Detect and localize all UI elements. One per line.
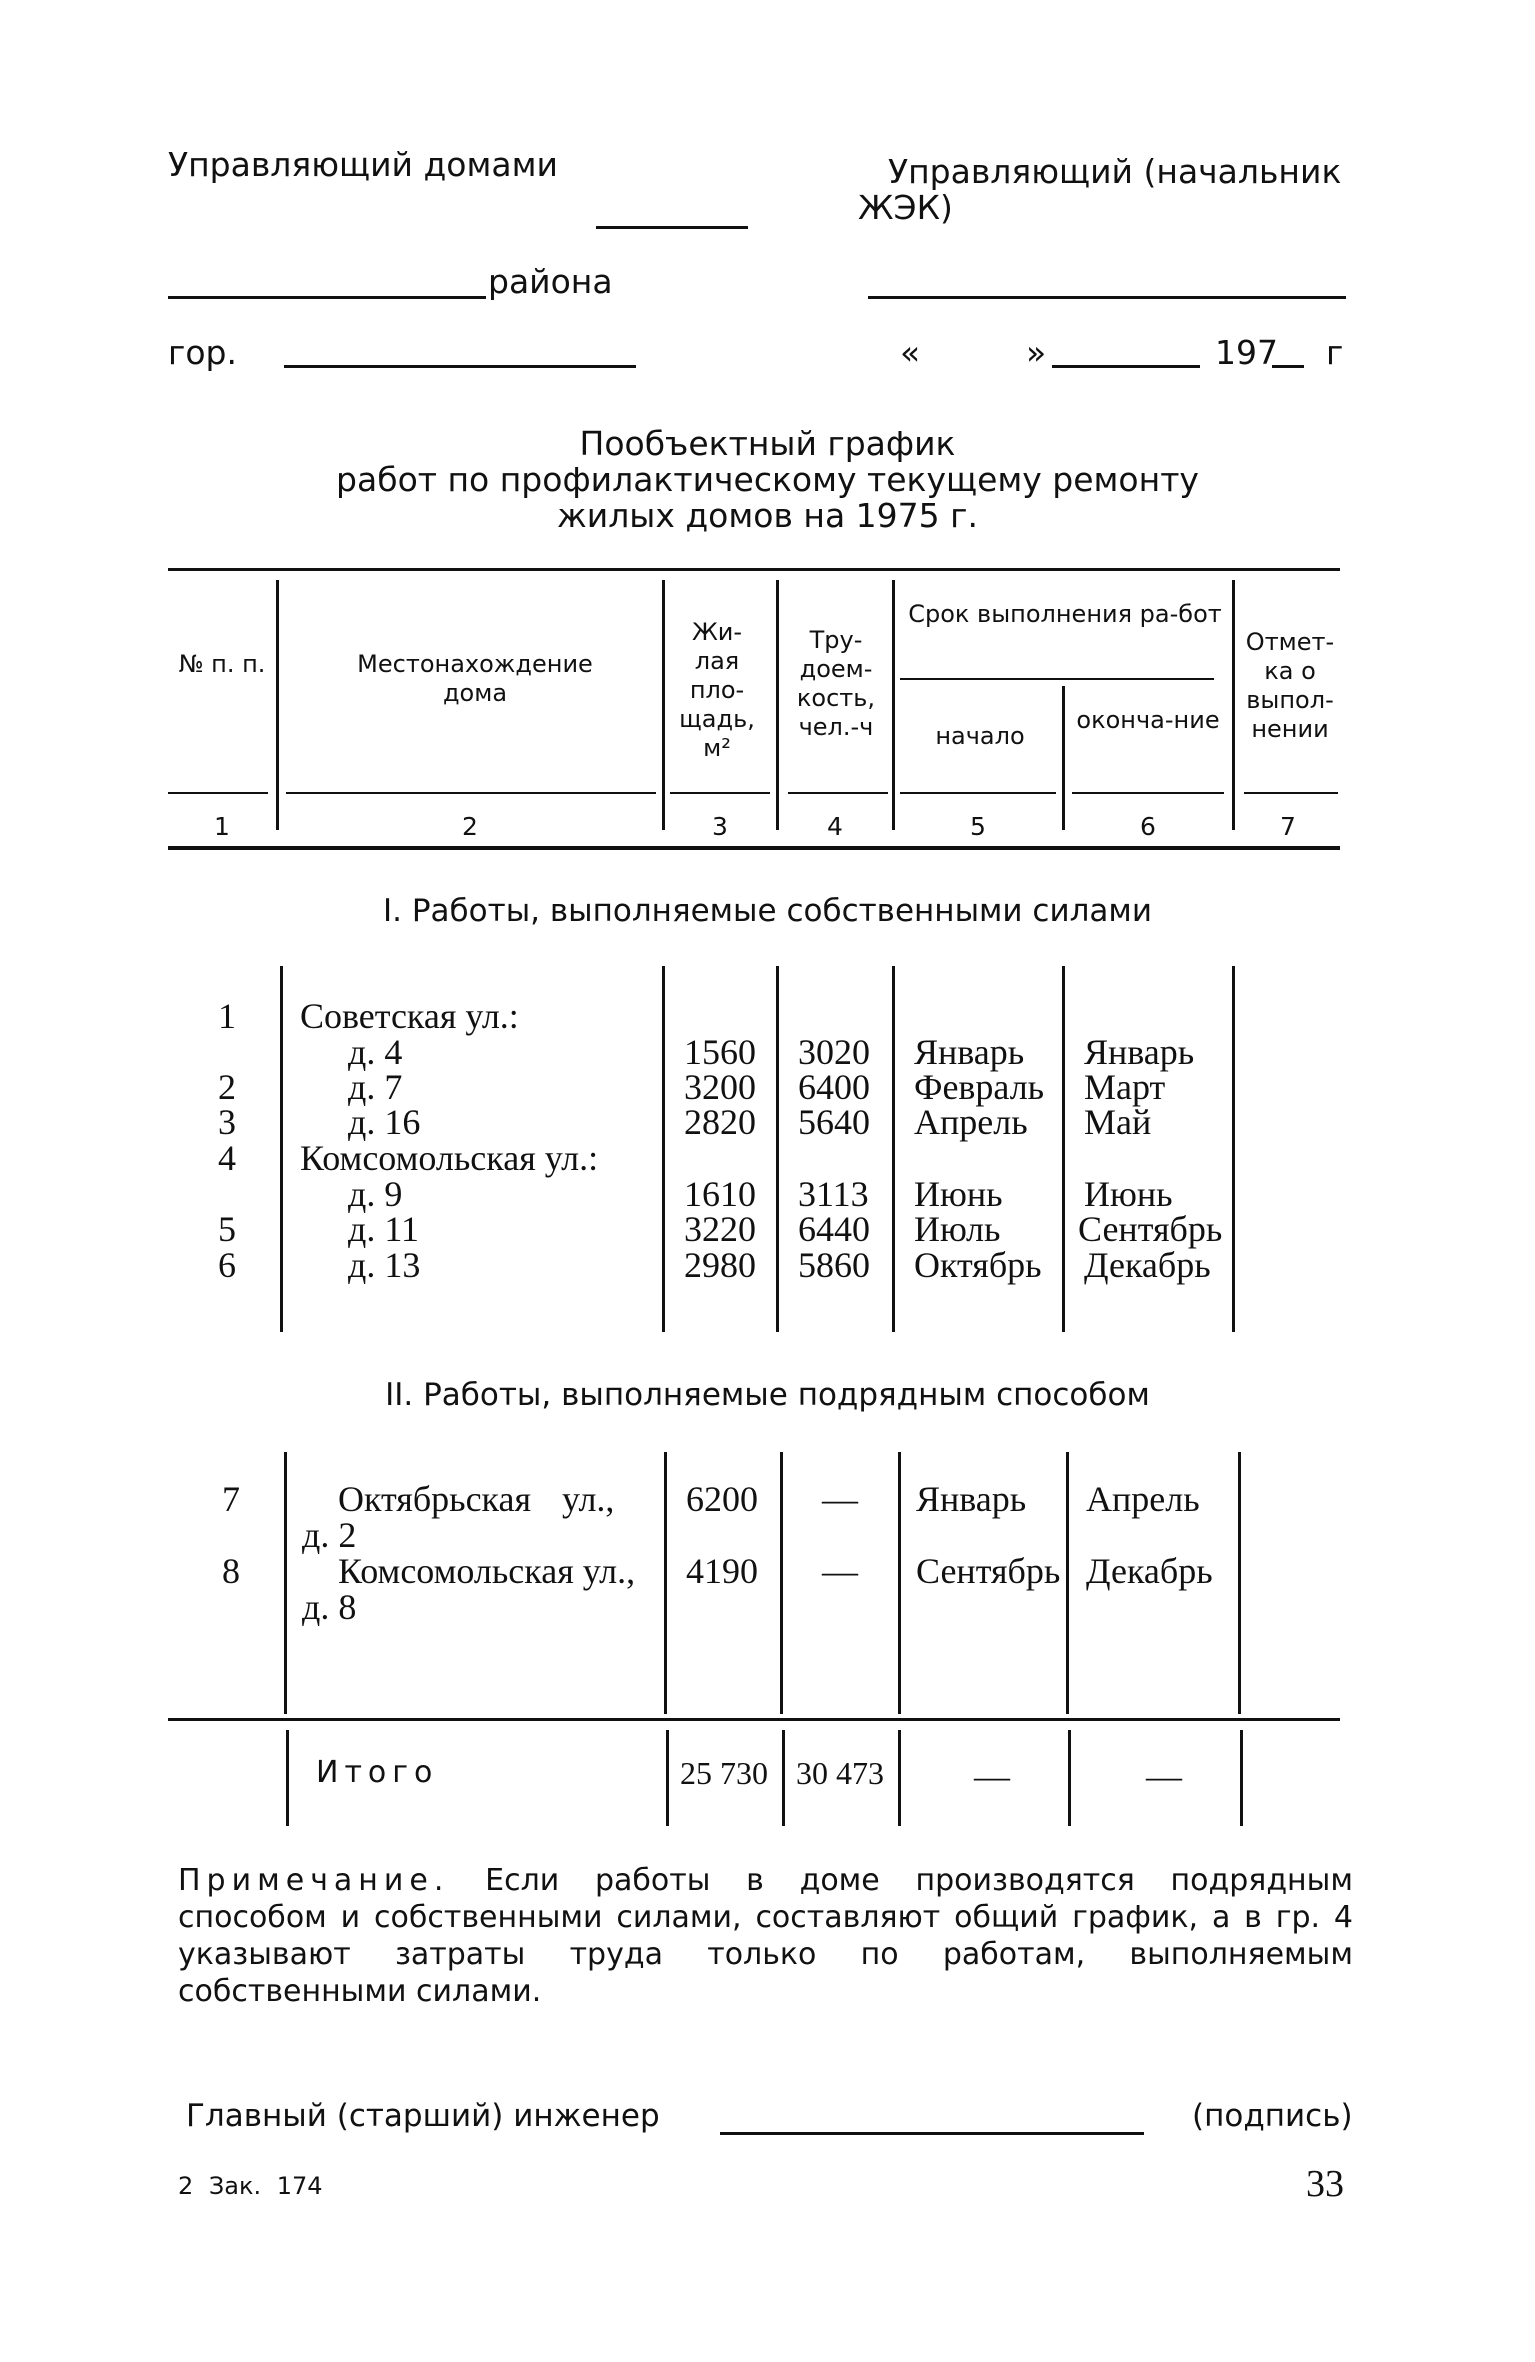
- district-label: района: [488, 262, 613, 301]
- header-start: начало: [935, 722, 1025, 750]
- right-title-line2: ЖЭК): [858, 188, 953, 227]
- row-area: 3220: [684, 1209, 756, 1249]
- row-house: д. 11: [348, 1209, 419, 1249]
- blank-line-city: [284, 365, 636, 368]
- row-house: д. 7: [348, 1067, 403, 1107]
- row-number: 1: [218, 996, 236, 1036]
- city-label: гор.: [168, 333, 237, 372]
- row-start: Апрель: [914, 1102, 1028, 1142]
- page-number: 33: [1306, 2163, 1344, 2205]
- row-number: 8: [222, 1551, 240, 1591]
- row-end: Июнь: [1084, 1174, 1173, 1214]
- row-area: 1610: [684, 1174, 756, 1214]
- header-location: Местонахождение дома: [357, 650, 593, 707]
- row-number: 7: [222, 1479, 240, 1519]
- row-start: Октябрь: [914, 1245, 1042, 1285]
- row-house: д. 9: [348, 1174, 403, 1214]
- date-open-quote: «: [900, 333, 921, 372]
- row-number: 2: [218, 1067, 236, 1107]
- row-start: Июль: [914, 1209, 1001, 1249]
- row-labor: 5860: [798, 1245, 870, 1285]
- row-start: Январь: [916, 1479, 1027, 1519]
- blank-line-left-top: [596, 226, 748, 229]
- row-labor: 6440: [798, 1209, 870, 1249]
- total-labor: 30 473: [796, 1755, 884, 1791]
- total-label: Итого: [316, 1755, 439, 1790]
- row-start: Сентябрь: [916, 1551, 1061, 1591]
- signature-label: (подпись): [1192, 2098, 1353, 2134]
- year-prefix: 197: [1215, 333, 1278, 372]
- section1-street2: Комсомольская ул.:: [300, 1138, 599, 1178]
- row-start: Январь: [914, 1032, 1025, 1072]
- col-number-7: 7: [1280, 812, 1296, 841]
- row-end: Март: [1084, 1067, 1166, 1107]
- row-house: д. 8: [302, 1587, 357, 1627]
- right-title-line1: Управляющий (начальник: [888, 152, 1342, 191]
- row-end: Январь: [1084, 1032, 1195, 1072]
- col-number-6: 6: [1140, 812, 1156, 841]
- doc-title-line2: работ по профилактическому текущему ремонту: [336, 460, 1199, 499]
- row-start: Июнь: [914, 1174, 1003, 1214]
- row-start: Февраль: [914, 1067, 1045, 1107]
- row-number: 5: [218, 1209, 236, 1249]
- row-end: Апрель: [1086, 1479, 1200, 1519]
- header-end: оконча-ние: [1076, 706, 1220, 734]
- row-house: д. 2: [302, 1515, 357, 1555]
- row-area: 3200: [684, 1067, 756, 1107]
- header-mark: Отмет-ка о выпол-нении: [1245, 628, 1335, 743]
- total-area: 25 730: [680, 1755, 768, 1791]
- col-number-4: 4: [827, 812, 843, 841]
- signature-line: [720, 2132, 1144, 2135]
- row-labor: 3113: [798, 1174, 869, 1214]
- row-labor: 5640: [798, 1102, 870, 1142]
- total-end: —: [1146, 1756, 1182, 1796]
- blank-line-right-mid: [868, 296, 1346, 299]
- row-number: 3: [218, 1102, 236, 1142]
- left-title: Управляющий домами: [168, 145, 558, 184]
- col-number-1: 1: [214, 812, 230, 841]
- row-area: 6200: [686, 1479, 758, 1519]
- row-end: Сентябрь: [1078, 1209, 1223, 1249]
- row-street: Комсомольская ул.,: [338, 1551, 636, 1591]
- engineer-label: Главный (старший) инженер: [186, 2098, 660, 2134]
- row-labor: 6400: [798, 1067, 870, 1107]
- row-number: 4: [218, 1138, 236, 1178]
- note-label: Примечание.: [178, 1863, 450, 1898]
- section2-title: II. Работы, выполняемые подрядным способом: [385, 1377, 1150, 1413]
- row-labor: —: [822, 1551, 858, 1591]
- row-labor: 3020: [798, 1032, 870, 1072]
- blank-line-month: [1052, 365, 1200, 368]
- row-end: Декабрь: [1084, 1245, 1211, 1285]
- header-living-area: Жи-лая пло-щадь, м²: [679, 618, 755, 762]
- blank-line-year: [1272, 365, 1304, 368]
- row-house: д. 4: [348, 1032, 403, 1072]
- row-labor: —: [822, 1479, 858, 1519]
- date-close-quote: »: [1026, 333, 1047, 372]
- note-text: Если работы в доме производятся подрядным способом и собственными силами, составляют общий график, а в гр. 4 указывают затраты труда только по работам, выполняемым собственными силами.: [178, 1863, 1353, 2009]
- section1-street1: Советская ул.:: [300, 996, 519, 1036]
- header-deadline-group: Срок выполнения ра-бот: [908, 600, 1222, 628]
- row-area: 4190: [686, 1551, 758, 1591]
- row-house: д. 16: [348, 1102, 421, 1142]
- blank-line-district: [168, 296, 486, 299]
- row-street: Октябрьская ул.,: [338, 1479, 615, 1519]
- row-end: Май: [1084, 1102, 1152, 1142]
- row-area: 2820: [684, 1102, 756, 1142]
- row-area: 1560: [684, 1032, 756, 1072]
- row-area: 2980: [684, 1245, 756, 1285]
- section1-title: I. Работы, выполняемые собственными силами: [383, 893, 1152, 929]
- col-number-3: 3: [712, 812, 728, 841]
- col-number-2: 2: [462, 812, 478, 841]
- row-end: Декабрь: [1086, 1551, 1213, 1591]
- doc-title-line3: жилых домов на 1975 г.: [557, 496, 978, 535]
- col-number-5: 5: [970, 812, 986, 841]
- doc-title-line1: Пообъектный график: [579, 424, 956, 463]
- total-start: —: [974, 1756, 1010, 1796]
- year-suffix: г: [1326, 333, 1344, 372]
- header-labor: Тру-доем-кость, чел.-ч: [796, 626, 876, 741]
- row-house: д. 13: [348, 1245, 421, 1285]
- header-number: № п. п.: [178, 650, 266, 678]
- row-number: 6: [218, 1245, 236, 1285]
- order-number: 2 Зак. 174: [178, 2172, 323, 2200]
- note: [178, 1862, 1353, 2010]
